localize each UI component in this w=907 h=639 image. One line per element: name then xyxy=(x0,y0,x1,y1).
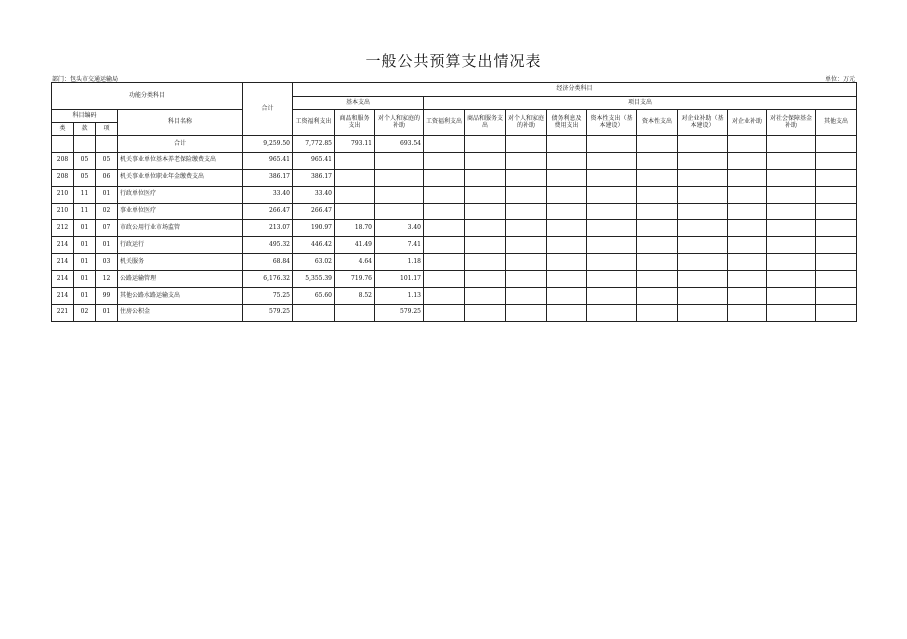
empty-cell xyxy=(506,237,547,254)
xiang-cell: 99 xyxy=(96,288,118,305)
empty-cell xyxy=(587,304,637,321)
xiang-cell: 01 xyxy=(96,186,118,203)
wages-cell: 190.97 xyxy=(293,220,335,237)
personal-cell: 1.18 xyxy=(375,254,424,271)
xiang-cell: 12 xyxy=(96,271,118,288)
project-col-header: 工资福利支出 xyxy=(424,110,465,136)
empty-cell xyxy=(728,220,767,237)
name-cell: 机关事业单位职业年金缴费支出 xyxy=(118,169,243,186)
xiang-cell: 01 xyxy=(96,304,118,321)
name-cell: 机关事业单位基本养老保险缴费支出 xyxy=(118,152,243,169)
empty-cell xyxy=(465,237,506,254)
wages-cell: 266.47 xyxy=(293,203,335,220)
personal-cell xyxy=(375,203,424,220)
empty-cell xyxy=(767,271,816,288)
kuan-cell: 01 xyxy=(74,288,96,305)
table-row xyxy=(52,152,857,169)
empty-cell xyxy=(587,288,637,305)
goods-cell: 41.49 xyxy=(335,237,375,254)
empty-cell xyxy=(816,304,857,321)
empty-cell xyxy=(637,288,678,305)
kuan-cell: 05 xyxy=(74,169,96,186)
empty-cell xyxy=(678,271,728,288)
total-row-personal: 693.54 xyxy=(375,136,424,153)
expenditure-table xyxy=(51,82,857,322)
empty-cell xyxy=(506,271,547,288)
empty-cell xyxy=(816,152,857,169)
table-row xyxy=(52,203,857,220)
table-row xyxy=(52,186,857,203)
empty-cell xyxy=(465,203,506,220)
name-cell: 其他公路水路运输支出 xyxy=(118,288,243,305)
goods-cell: 719.76 xyxy=(335,271,375,288)
basic-col-header: 商品和服务支出 xyxy=(335,110,375,136)
empty-cell xyxy=(506,186,547,203)
basic-col-header: 对个人和家庭的补助 xyxy=(375,110,424,136)
table-row xyxy=(52,271,857,288)
empty-cell xyxy=(547,304,587,321)
wages-cell: 5,355.39 xyxy=(293,271,335,288)
name-cell: 公路运输管理 xyxy=(118,271,243,288)
empty-cell xyxy=(424,237,465,254)
empty-cell xyxy=(424,304,465,321)
empty-cell xyxy=(637,304,678,321)
empty-cell xyxy=(678,169,728,186)
empty-cell xyxy=(465,152,506,169)
goods-cell xyxy=(335,169,375,186)
wages-cell: 65.60 xyxy=(293,288,335,305)
empty-cell xyxy=(637,203,678,220)
econ-class-header: 经济分类科目 xyxy=(293,83,857,97)
empty-cell xyxy=(465,271,506,288)
empty-cell xyxy=(424,220,465,237)
lei-cell: 214 xyxy=(52,237,74,254)
empty-cell xyxy=(728,288,767,305)
empty-cell xyxy=(637,237,678,254)
empty-cell xyxy=(728,237,767,254)
total-row-goods: 793.11 xyxy=(335,136,375,153)
empty-cell xyxy=(728,186,767,203)
empty-cell xyxy=(424,254,465,271)
project-col-header: 对企业补助 xyxy=(728,110,767,136)
unit-label: 单位：万元 xyxy=(824,76,855,83)
page-title: 一般公共预算支出情况表 xyxy=(365,52,542,70)
empty-cell xyxy=(728,254,767,271)
empty-cell xyxy=(637,220,678,237)
lei-cell: 208 xyxy=(52,169,74,186)
goods-cell xyxy=(335,203,375,220)
empty-cell xyxy=(767,304,816,321)
empty-cell xyxy=(767,288,816,305)
basic-header: 基本支出 xyxy=(293,97,424,110)
wages-cell: 386.17 xyxy=(293,169,335,186)
empty-cell xyxy=(506,304,547,321)
kuan-cell: 01 xyxy=(74,237,96,254)
name-cell: 行政运行 xyxy=(118,237,243,254)
kuan-cell: 01 xyxy=(74,254,96,271)
empty-cell xyxy=(767,237,816,254)
empty-cell xyxy=(767,203,816,220)
empty-cell xyxy=(678,220,728,237)
empty-cell xyxy=(816,288,857,305)
lei-cell: 214 xyxy=(52,254,74,271)
personal-cell xyxy=(375,186,424,203)
empty-cell xyxy=(547,237,587,254)
empty-cell xyxy=(678,186,728,203)
table-row xyxy=(52,237,857,254)
project-col-header: 对社会保障基金补助 xyxy=(767,110,816,136)
name-cell: 行政单位医疗 xyxy=(118,186,243,203)
table-row xyxy=(52,304,857,321)
empty-cell xyxy=(637,169,678,186)
empty-cell xyxy=(506,203,547,220)
empty-cell xyxy=(424,186,465,203)
total-row-wages: 7,772.85 xyxy=(293,136,335,153)
empty-cell xyxy=(637,152,678,169)
empty-cell xyxy=(506,152,547,169)
total-cell: 965.41 xyxy=(243,152,293,169)
goods-cell xyxy=(335,304,375,321)
personal-cell xyxy=(375,152,424,169)
project-col-header: 债务利息及费用支出 xyxy=(547,110,587,136)
goods-cell xyxy=(335,186,375,203)
empty-cell xyxy=(767,220,816,237)
empty-cell xyxy=(587,220,637,237)
empty-cell xyxy=(637,186,678,203)
total-row-total: 9,259.50 xyxy=(243,136,293,153)
lei-cell: 212 xyxy=(52,220,74,237)
empty-cell xyxy=(678,288,728,305)
empty-cell xyxy=(465,220,506,237)
name-cell: 住房公积金 xyxy=(118,304,243,321)
table-row xyxy=(52,288,857,305)
empty-cell xyxy=(424,169,465,186)
total-row xyxy=(52,136,857,153)
empty-cell xyxy=(424,203,465,220)
empty-cell xyxy=(424,288,465,305)
empty-cell xyxy=(547,288,587,305)
empty-cell xyxy=(424,152,465,169)
xiang-cell: 07 xyxy=(96,220,118,237)
empty-cell xyxy=(678,203,728,220)
empty-cell xyxy=(465,186,506,203)
empty-cell xyxy=(587,186,637,203)
empty-cell xyxy=(587,271,637,288)
total-cell: 386.17 xyxy=(243,169,293,186)
empty-cell xyxy=(637,254,678,271)
total-header: 合计 xyxy=(243,83,293,136)
basic-col-header: 工资福利支出 xyxy=(293,110,335,136)
kuan-cell: 01 xyxy=(74,220,96,237)
empty-cell xyxy=(816,220,857,237)
empty-cell xyxy=(465,304,506,321)
empty-cell xyxy=(547,254,587,271)
empty-cell xyxy=(728,169,767,186)
project-header: 项目支出 xyxy=(424,97,857,110)
wages-cell: 446.42 xyxy=(293,237,335,254)
lei-cell: 210 xyxy=(52,203,74,220)
department-label: 部门：包头市交通运输局 xyxy=(52,76,119,83)
table-row xyxy=(52,220,857,237)
lei-cell: 214 xyxy=(52,288,74,305)
func-class-header: 功能分类科目 xyxy=(52,83,243,110)
lei-cell: 208 xyxy=(52,152,74,169)
empty-cell xyxy=(678,304,728,321)
kuan-cell: 02 xyxy=(74,304,96,321)
empty-cell xyxy=(465,169,506,186)
empty-cell xyxy=(547,271,587,288)
xiang-cell: 06 xyxy=(96,169,118,186)
total-cell: 75.25 xyxy=(243,288,293,305)
goods-cell: 18.70 xyxy=(335,220,375,237)
empty-cell xyxy=(587,203,637,220)
empty-cell xyxy=(767,169,816,186)
empty-cell xyxy=(587,237,637,254)
empty-cell xyxy=(506,288,547,305)
wages-cell xyxy=(293,304,335,321)
project-col-header: 对企业补助（基本建设） xyxy=(678,110,728,136)
personal-cell: 101.17 xyxy=(375,271,424,288)
empty-cell xyxy=(678,237,728,254)
empty-cell xyxy=(816,169,857,186)
wages-cell: 965.41 xyxy=(293,152,335,169)
name-cell: 事业单位医疗 xyxy=(118,203,243,220)
kuan-cell: 11 xyxy=(74,203,96,220)
total-row-label: 合计 xyxy=(118,136,243,153)
personal-cell: 1.13 xyxy=(375,288,424,305)
kuan-cell: 05 xyxy=(74,152,96,169)
goods-cell xyxy=(335,152,375,169)
empty-cell xyxy=(465,254,506,271)
empty-cell xyxy=(728,271,767,288)
lei-cell: 210 xyxy=(52,186,74,203)
empty-cell xyxy=(678,254,728,271)
wages-cell: 63.02 xyxy=(293,254,335,271)
empty-cell xyxy=(547,152,587,169)
lei-header: 类 xyxy=(52,123,74,136)
empty-cell xyxy=(506,220,547,237)
empty-cell xyxy=(728,304,767,321)
total-cell: 33.40 xyxy=(243,186,293,203)
kuan-header: 款 xyxy=(74,123,96,136)
empty-cell xyxy=(816,254,857,271)
total-cell: 266.47 xyxy=(243,203,293,220)
empty-cell xyxy=(506,254,547,271)
xiang-cell: 05 xyxy=(96,152,118,169)
empty-cell xyxy=(547,186,587,203)
lei-cell: 214 xyxy=(52,271,74,288)
empty-cell xyxy=(547,169,587,186)
empty-cell xyxy=(506,169,547,186)
name-header: 科目名称 xyxy=(118,110,243,136)
empty-cell xyxy=(767,152,816,169)
empty-cell xyxy=(424,271,465,288)
empty-cell xyxy=(816,203,857,220)
code-header: 科目编码 xyxy=(52,110,118,123)
table-row xyxy=(52,254,857,271)
name-cell: 市政公用行业市场监管 xyxy=(118,220,243,237)
project-col-header: 资本性支出 xyxy=(637,110,678,136)
total-cell: 495.32 xyxy=(243,237,293,254)
empty-cell xyxy=(587,169,637,186)
empty-cell xyxy=(678,152,728,169)
empty-cell xyxy=(728,152,767,169)
goods-cell: 8.52 xyxy=(335,288,375,305)
total-cell: 68.84 xyxy=(243,254,293,271)
empty-cell xyxy=(816,237,857,254)
project-col-header: 对个人和家庭的补助 xyxy=(506,110,547,136)
wages-cell: 33.40 xyxy=(293,186,335,203)
lei-cell: 221 xyxy=(52,304,74,321)
empty-cell xyxy=(587,254,637,271)
empty-cell xyxy=(547,220,587,237)
project-col-header: 商品和服务支出 xyxy=(465,110,506,136)
total-cell: 579.25 xyxy=(243,304,293,321)
xiang-header: 项 xyxy=(96,123,118,136)
empty-cell xyxy=(547,203,587,220)
empty-cell xyxy=(767,186,816,203)
empty-cell xyxy=(816,271,857,288)
empty-cell xyxy=(816,186,857,203)
xiang-cell: 02 xyxy=(96,203,118,220)
xiang-cell: 01 xyxy=(96,237,118,254)
empty-cell xyxy=(767,254,816,271)
personal-cell: 3.40 xyxy=(375,220,424,237)
kuan-cell: 01 xyxy=(74,271,96,288)
name-cell: 机关服务 xyxy=(118,254,243,271)
empty-cell xyxy=(587,152,637,169)
empty-cell xyxy=(465,288,506,305)
total-cell: 6,176.32 xyxy=(243,271,293,288)
total-cell: 213.07 xyxy=(243,220,293,237)
project-col-header: 资本性支出（基本建设） xyxy=(587,110,637,136)
personal-cell: 579.25 xyxy=(375,304,424,321)
table-row xyxy=(52,169,857,186)
xiang-cell: 03 xyxy=(96,254,118,271)
kuan-cell: 11 xyxy=(74,186,96,203)
empty-cell xyxy=(637,271,678,288)
goods-cell: 4.64 xyxy=(335,254,375,271)
project-col-header: 其他支出 xyxy=(816,110,857,136)
personal-cell: 7.41 xyxy=(375,237,424,254)
personal-cell xyxy=(375,169,424,186)
empty-cell xyxy=(728,203,767,220)
